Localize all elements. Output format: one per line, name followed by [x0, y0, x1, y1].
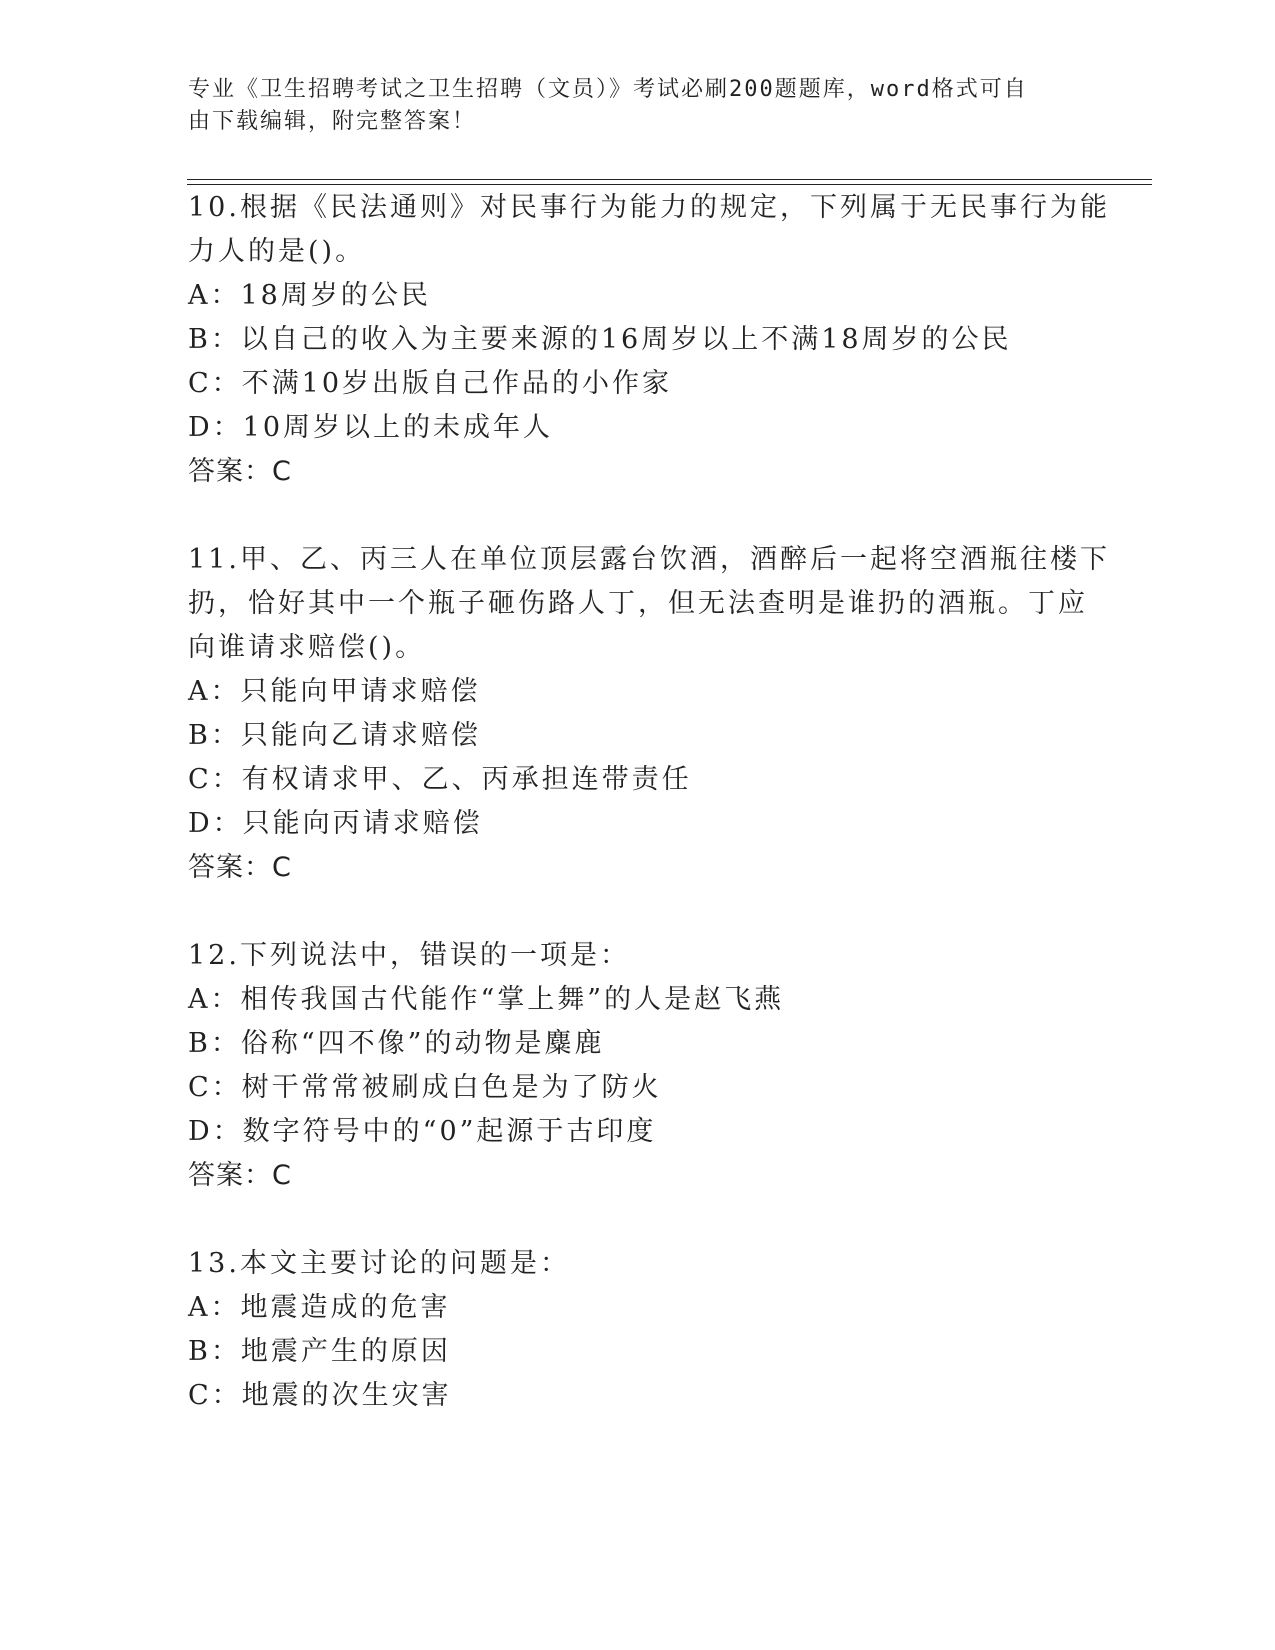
question-12-answer: 答案：C [188, 1160, 292, 1191]
question-12-stem-line-1: 12.下列说法中，错误的一项是： [188, 940, 630, 971]
header-line-1: 专业《卫生招聘考试之卫生招聘（文员）》考试必刷200题题库，word格式可自 [188, 77, 1028, 102]
question-11-answer: 答案：C [188, 852, 292, 883]
question-13-option-c: C：地震的次生灾害 [188, 1380, 452, 1411]
question-11-stem-line-3: 向谁请求赔偿()。 [188, 632, 426, 663]
question-11-stem-line-2: 扔，恰好其中一个瓶子砸伤路人丁，但无法查明是谁扔的酒瓶。丁应 [188, 588, 1088, 619]
question-10-option-b: B：以自己的收入为主要来源的16周岁以上不满18周岁的公民 [188, 324, 1012, 355]
question-12-option-d: D：数字符号中的“0”起源于古印度 [188, 1116, 657, 1147]
question-10-option-c: C：不满10岁出版自己作品的小作家 [188, 368, 673, 399]
question-13-option-a: A：地震造成的危害 [188, 1292, 451, 1323]
question-13-stem-line-1: 13.本文主要讨论的问题是： [188, 1248, 570, 1279]
question-12-option-a: A：相传我国古代能作“掌上舞”的人是赵飞燕 [188, 984, 785, 1015]
header-divider-top [187, 179, 1152, 180]
question-10-stem-line-2: 力人的是()。 [188, 236, 366, 267]
header-line-2: 由下载编辑，附完整答案！ [188, 109, 477, 134]
question-12-option-c: C：树干常常被刷成白色是为了防火 [188, 1072, 662, 1103]
question-11-stem-line-1: 11.甲、乙、丙三人在单位顶层露台饮酒，酒醉后一起将空酒瓶往楼下 [188, 544, 1110, 575]
question-10-option-d: D：10周岁以上的未成年人 [188, 412, 554, 443]
question-10-stem-line-1: 10.根据《民法通则》对民事行为能力的规定，下列属于无民事行为能 [188, 192, 1110, 223]
question-11-option-a: A：只能向甲请求赔偿 [188, 676, 481, 707]
header-divider-bottom [187, 184, 1152, 185]
question-11-option-b: B：只能向乙请求赔偿 [188, 720, 481, 751]
document-header [188, 74, 1068, 138]
question-12-option-b: B：俗称“四不像”的动物是麋鹿 [188, 1028, 605, 1059]
question-11-option-d: D：只能向丙请求赔偿 [188, 808, 483, 839]
question-11-option-c: C：有权请求甲、乙、丙承担连带责任 [188, 764, 692, 795]
question-10-option-a: A：18周岁的公民 [188, 280, 431, 311]
question-13-option-b: B：地震产生的原因 [188, 1336, 451, 1367]
question-10-answer: 答案：C [188, 456, 292, 487]
